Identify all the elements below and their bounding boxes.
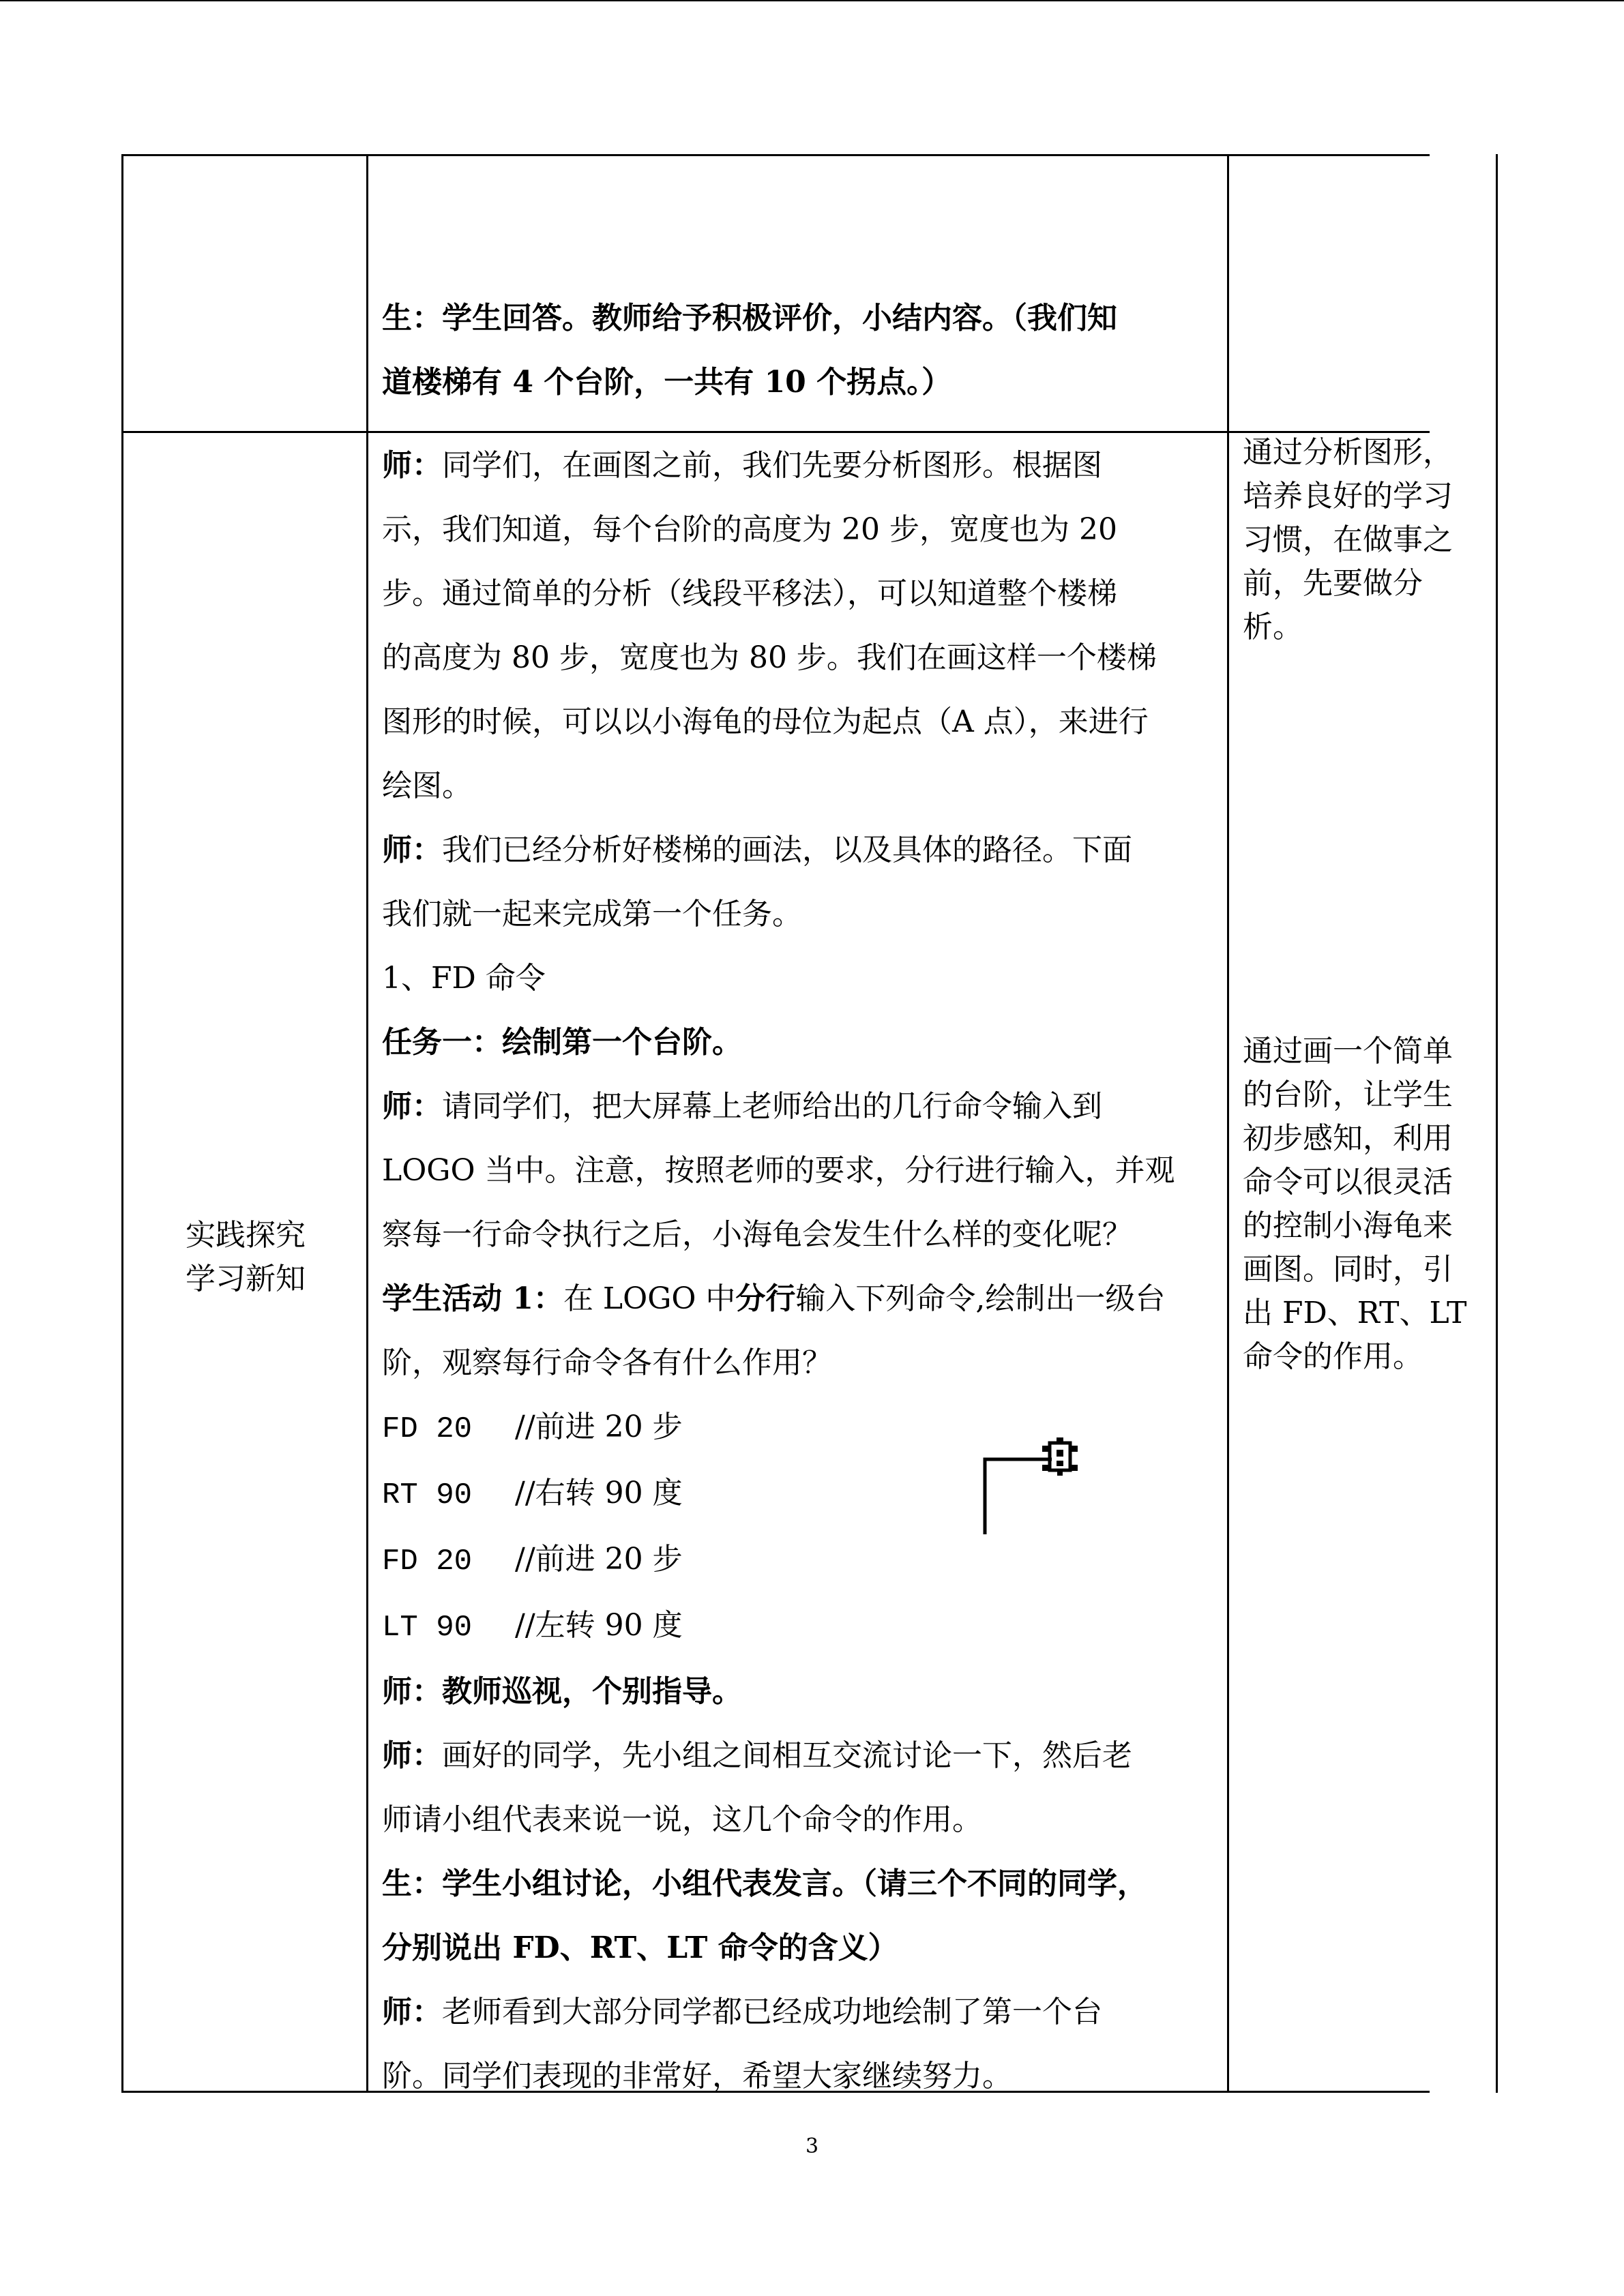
note-line: 通过画一个简单 — [1243, 1034, 1453, 1069]
table-col-divider-2 — [1227, 154, 1229, 2093]
stage-label-line1: 实践探究 — [186, 1218, 306, 1253]
text-line: 师请小组代表来说一说，这几个命令的作用。 — [382, 1802, 982, 1837]
note-line: 析。 — [1243, 610, 1303, 644]
note-line: 命令的作用。 — [1243, 1339, 1423, 1374]
page-number: 3 — [805, 2134, 819, 2158]
text-line: 师：教师巡视，个别指导。 — [382, 1674, 742, 1709]
text-line: 分别说出 FD、RT、LT 命令的含义） — [382, 1930, 898, 1965]
stage-label — [123, 1214, 368, 1301]
text-line: 生：学生回答。教师给予积极评价，小结内容。（我们知 — [382, 301, 1117, 336]
stage-label-line2: 学习新知 — [186, 1262, 306, 1296]
command-line: RT 90 //右转 90 度 — [382, 1476, 683, 1512]
text-line: 生：学生小组讨论，小组代表发言。（请三个不同的同学， — [382, 1866, 1147, 1901]
text-line: 察每一行命令执行之后，小海龟会发生什么样的变化呢？ — [382, 1217, 1132, 1252]
text-line: 图形的时候，可以以小海龟的母位为起点（A 点），来进行 — [382, 704, 1149, 739]
note-line: 习惯，在做事之 — [1243, 522, 1453, 557]
page-top-border — [0, 0, 1624, 1]
note-line: 培养良好的学习 — [1243, 479, 1453, 513]
note-line: 的控制小海龟来 — [1243, 1208, 1453, 1243]
text-line: 阶。同学们表现的非常好，希望大家继续努力。 — [382, 2059, 1012, 2093]
design-notes-1 — [1243, 431, 1488, 649]
command-line: FD 20 //前进 20 步 — [382, 1542, 683, 1579]
note-line: 前，先要做分 — [1243, 566, 1423, 601]
text-line: 的高度为 80 步，宽度也为 80 步。我们在画这样一个楼梯 — [382, 640, 1157, 675]
text-line: 1、FD 命令 — [382, 961, 546, 996]
turtle-icon — [1042, 1437, 1078, 1476]
table-left-border — [121, 154, 123, 2093]
design-notes-2 — [1243, 1030, 1488, 1379]
text-line: 我们就一起来完成第一个任务。 — [382, 897, 802, 931]
turtle-step-figure — [975, 1429, 1091, 1545]
command-line: LT 90 //左转 90 度 — [382, 1608, 683, 1645]
practice-row-content — [382, 434, 1221, 2108]
activity-line: 阶，观察每行命令各有什么作用？ — [382, 1345, 832, 1380]
note-line: 命令可以很灵活 — [1243, 1165, 1453, 1199]
note-line: 画图。同时，引 — [1243, 1252, 1453, 1287]
table-col-divider-1 — [366, 154, 368, 2093]
table-top-border — [121, 154, 1430, 156]
note-line: 出 FD、RT、LT — [1243, 1296, 1467, 1330]
text-line: 师：请同学们，把大屏幕上老师给出的几行命令输入到 — [382, 1089, 1102, 1124]
text-line: 师：画好的同学，先小组之间相互交流讨论一下，然后老 — [382, 1738, 1132, 1773]
table-right-border — [1496, 154, 1498, 2093]
text-line: 师：老师看到大部分同学都已经成功地绘制了第一个台 — [382, 1995, 1102, 2029]
command-line: FD 20 //前进 20 步 — [382, 1410, 683, 1446]
task-title: 任务一：绘制第一个台阶。 — [382, 1025, 742, 1060]
text-line: 道楼梯有 4 个台阶，一共有 10 个拐点。） — [382, 365, 952, 400]
text-line: 师：同学们，在画图之前，我们先要分析图形。根据图 — [382, 448, 1102, 483]
text-line: 师：我们已经分析好楼梯的画法，以及具体的路径。下面 — [382, 833, 1132, 867]
step-path — [985, 1459, 1052, 1534]
table-row-divider — [121, 431, 1430, 433]
text-line: LOGO 当中。注意，按照老师的要求，分行进行输入，并观 — [382, 1153, 1175, 1188]
text-line: 示，我们知道，每个台阶的高度为 20 步，宽度也为 20 — [382, 512, 1117, 547]
text-line: 绘图。 — [382, 769, 472, 803]
top-row-content — [382, 286, 1221, 415]
text-line: 步。通过简单的分析（线段平移法），可以知道整个楼梯 — [382, 576, 1117, 611]
activity-line: 学生活动 1：在 LOGO 中分行输入下列命令,绘制出一级台 — [382, 1281, 1166, 1316]
note-line: 通过分析图形， — [1243, 435, 1453, 470]
note-line: 初步感知，利用 — [1243, 1121, 1453, 1156]
note-line: 的台阶，让学生 — [1243, 1077, 1453, 1112]
